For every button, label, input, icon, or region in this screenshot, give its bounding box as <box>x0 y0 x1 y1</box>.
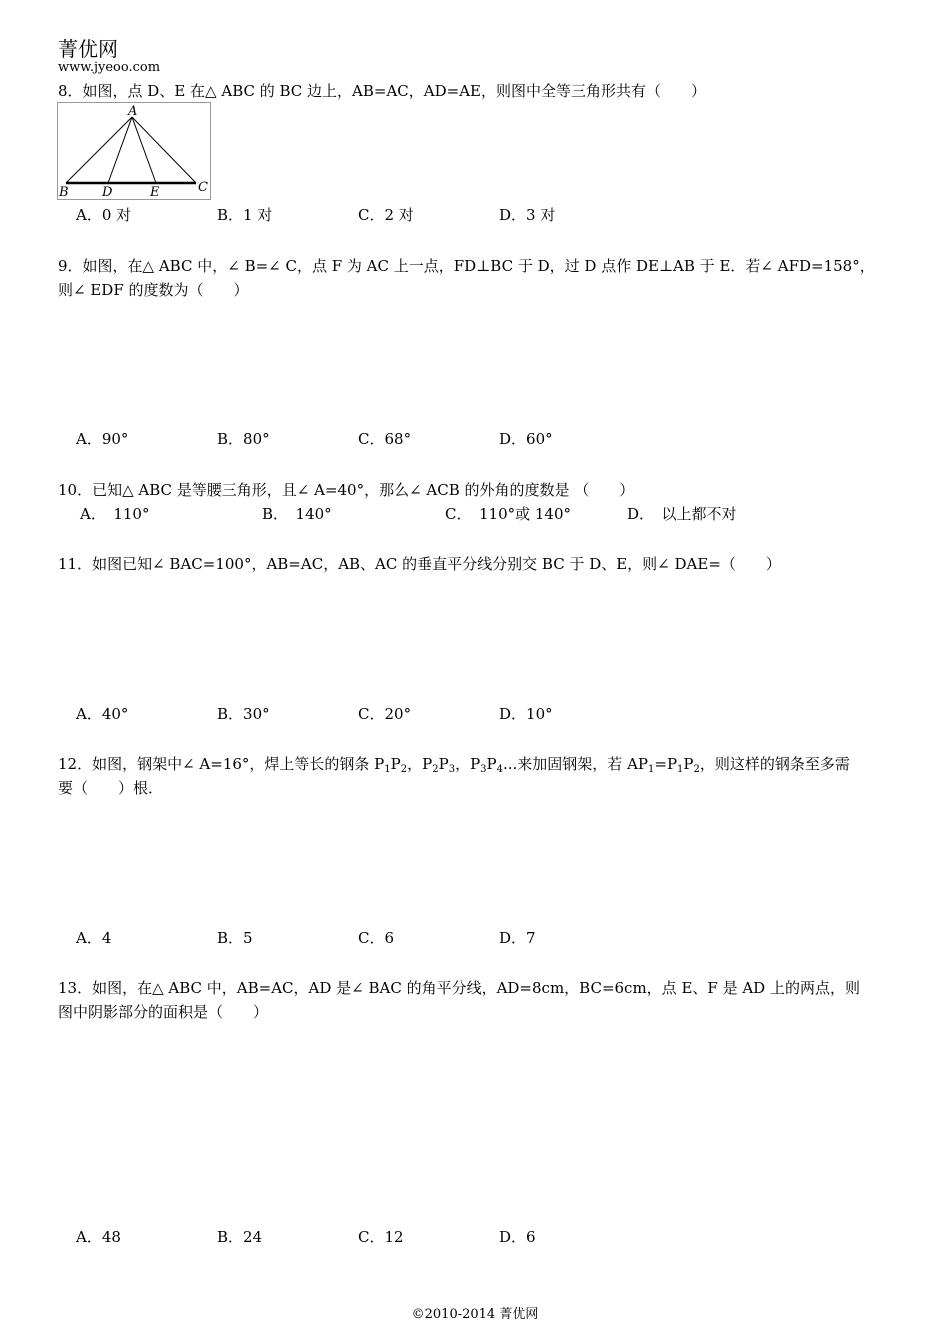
label-b: B <box>59 185 69 199</box>
q11-option-c: C．20° <box>358 705 412 723</box>
q12-option-c: C．6 <box>358 929 395 947</box>
segment-ad <box>108 117 132 183</box>
q8-option-d: D．3 对 <box>499 206 556 224</box>
segment-ac <box>132 117 196 183</box>
site-brand: 菁优网 <box>58 37 118 61</box>
q12-option-a: A．4 <box>76 929 112 947</box>
question-8-text: 8．如图，点 D、E 在△ ABC 的 BC 边上，AB=AC，AD=AE，则图中全等三角形共有（ ） <box>58 82 706 100</box>
q13-option-d: D．6 <box>499 1228 536 1246</box>
segment-ab <box>66 117 132 183</box>
question-9-line1: 9．如图，在△ ABC 中，∠ B=∠ C，点 F 为 AC 上一点，FD⊥BC 于 D，过 D 点作 DE⊥AB 于 E．若∠ AFD=158°， <box>58 257 875 275</box>
question-10-text: 10．已知△ ABC 是等腰三角形，且∠ A=40°，那么∠ ACB 的外角的度数是 （ ） <box>58 481 635 499</box>
question-8-figure <box>57 102 211 200</box>
q9-option-d: D．60° <box>499 430 553 448</box>
triangle-diagram <box>58 103 210 199</box>
q10-option-b: B． 140° <box>262 505 332 523</box>
q8-option-a: A．0 对 <box>76 206 132 224</box>
q10-option-a: A． 110° <box>80 505 150 523</box>
question-13-line1: 13．如图，在△ ABC 中，AB=AC，AD 是∠ BAC 的角平分线，AD=8cm，BC=6cm，点 E、F 是 AD 上的两点，则 <box>58 979 860 997</box>
question-9-line2: 则∠ EDF 的度数为（ ） <box>58 281 249 299</box>
q9-option-a: A．90° <box>76 430 129 448</box>
q9-option-c: C．68° <box>358 430 412 448</box>
label-e: E <box>150 185 160 199</box>
q12-option-b: B．5 <box>217 929 253 947</box>
label-a: A <box>128 104 138 119</box>
q8-option-b: B．1 对 <box>217 206 273 224</box>
label-c: C <box>198 180 208 195</box>
q13-option-a: A．48 <box>76 1228 121 1246</box>
q11-option-b: B．30° <box>217 705 270 723</box>
question-12-line1: 12．如图，钢架中∠ A=16°，焊上等长的钢条 $P_1P_2$，$P_2P_3$，$P_3P_4$...来加固钢架，若 $AP_1=P_1P_2$，则这样的钢条至多需 <box>58 755 850 775</box>
q12-option-d: D．7 <box>499 929 536 947</box>
question-12-line2: 要（ ）根． <box>58 779 164 797</box>
question-11-text: 11．如图已知∠ BAC=100°，AB=AC，AB、AC 的垂直平分线分别交 BC 于 D、E，则∠ DAE=（ ） <box>58 555 781 573</box>
q13-option-b: B．24 <box>217 1228 263 1246</box>
question-13-line2: 图中阴影部分的面积是（ ） <box>58 1003 269 1021</box>
q11-option-a: A．40° <box>76 705 129 723</box>
q13-option-c: C．12 <box>358 1228 404 1246</box>
q9-option-b: B．80° <box>217 430 270 448</box>
q8-option-c: C．2 对 <box>358 206 414 224</box>
q11-option-d: D．10° <box>499 705 553 723</box>
segment-ae <box>132 117 156 183</box>
site-url: www.jyeoo.com <box>58 60 161 75</box>
q10-option-c: C． 110°或 140° <box>445 505 572 523</box>
page-footer: ©2010-2014 菁优网 <box>411 1307 539 1322</box>
q10-option-d: D． 以上都不对 <box>627 505 737 523</box>
label-d: D <box>102 185 113 199</box>
